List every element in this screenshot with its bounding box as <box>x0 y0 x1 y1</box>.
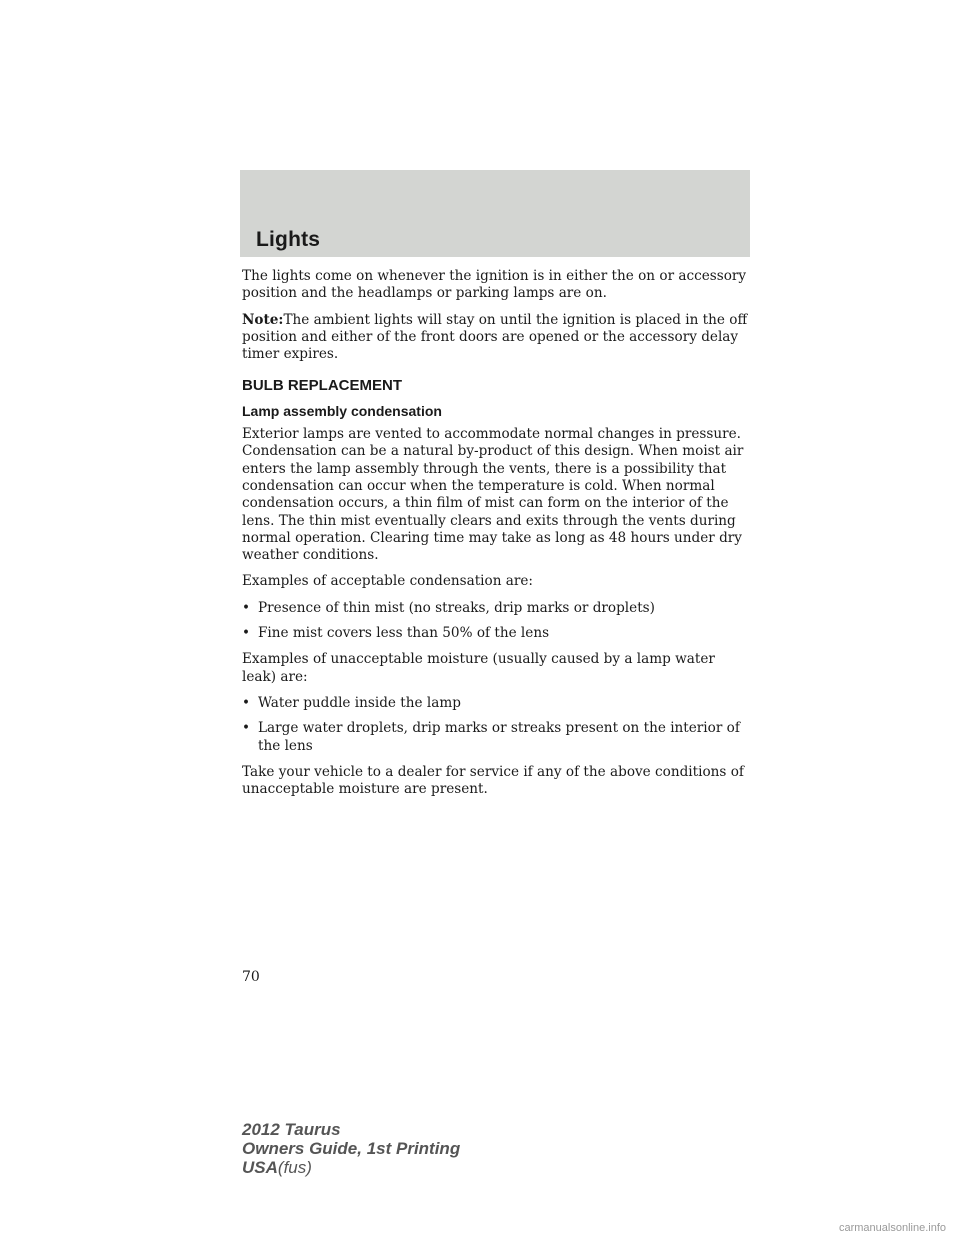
list-item <box>242 600 752 617</box>
list-item-text: Water puddle inside the lamp <box>258 694 461 711</box>
list-item-text: Presence of thin mist (no streaks, drip marks or droplets) <box>258 599 655 616</box>
unacceptable-intro: Examples of unacceptable moisture (usually caused by a lamp water leak) are: <box>242 651 715 685</box>
condensation-subheading: Lamp assembly condensation <box>242 402 442 419</box>
watermark-link[interactable]: carmanualsonline.info <box>838 1222 946 1234</box>
print-footer <box>242 1120 460 1177</box>
list-item <box>242 695 752 712</box>
note-text: The ambient lights will stay on until the ignition is placed in the off position and either of the front doors are opened or the accessory delay timer expires. <box>242 311 748 363</box>
section-header-band <box>240 170 750 257</box>
note-label: Note: <box>242 311 284 328</box>
footer-model: 2012 Taurus <box>242 1120 341 1139</box>
page-content <box>242 268 752 807</box>
footer-market-code: (fus) <box>277 1158 312 1177</box>
list-item <box>242 625 752 642</box>
section-title: Lights <box>256 228 321 251</box>
bulb-replacement-heading: BULB REPLACEMENT <box>242 377 402 395</box>
footer-market-name: USA <box>242 1158 278 1177</box>
footer-market <box>242 1158 460 1177</box>
condensation-paragraph: Exterior lamps are vented to accommodate normal changes in pressure. Condensation can be a natural by-product of this design. When moist air enters the lamp assembly through the vents, there is a possibility that condensation can occur when the temperature is cold. When normal condensation occurs, a thin film of mist can form on the interior of the lens. The thin mist eventually clears and exits through the vents during normal operation. Clearing time may take as long as 48 hours under dry weather conditions. <box>242 426 744 564</box>
page-number: 70 <box>242 969 260 985</box>
footer-edition: Owners Guide, 1st Printing <box>242 1139 461 1158</box>
bullet-icon: • <box>242 599 251 616</box>
note-paragraph <box>242 312 752 364</box>
intro-paragraph: The lights come on whenever the ignition is in either the on or accessory position and the headlamps or parking lamps are on. <box>242 268 747 302</box>
unacceptable-list <box>242 695 752 755</box>
bullet-icon: • <box>242 694 251 711</box>
bullet-icon: • <box>242 625 251 642</box>
acceptable-intro: Examples of acceptable condensation are: <box>242 573 534 590</box>
bullet-icon: • <box>242 720 251 737</box>
list-item-text: Fine mist covers less than 50% of the lens <box>258 625 550 642</box>
list-item-text: Large water droplets, drip marks or streaks present on the interior of the lens <box>258 720 740 754</box>
acceptable-list <box>242 600 752 643</box>
closing-paragraph: Take your vehicle to a dealer for service if any of the above conditions of unacceptable moisture are present. <box>242 763 744 798</box>
list-item <box>242 720 752 755</box>
